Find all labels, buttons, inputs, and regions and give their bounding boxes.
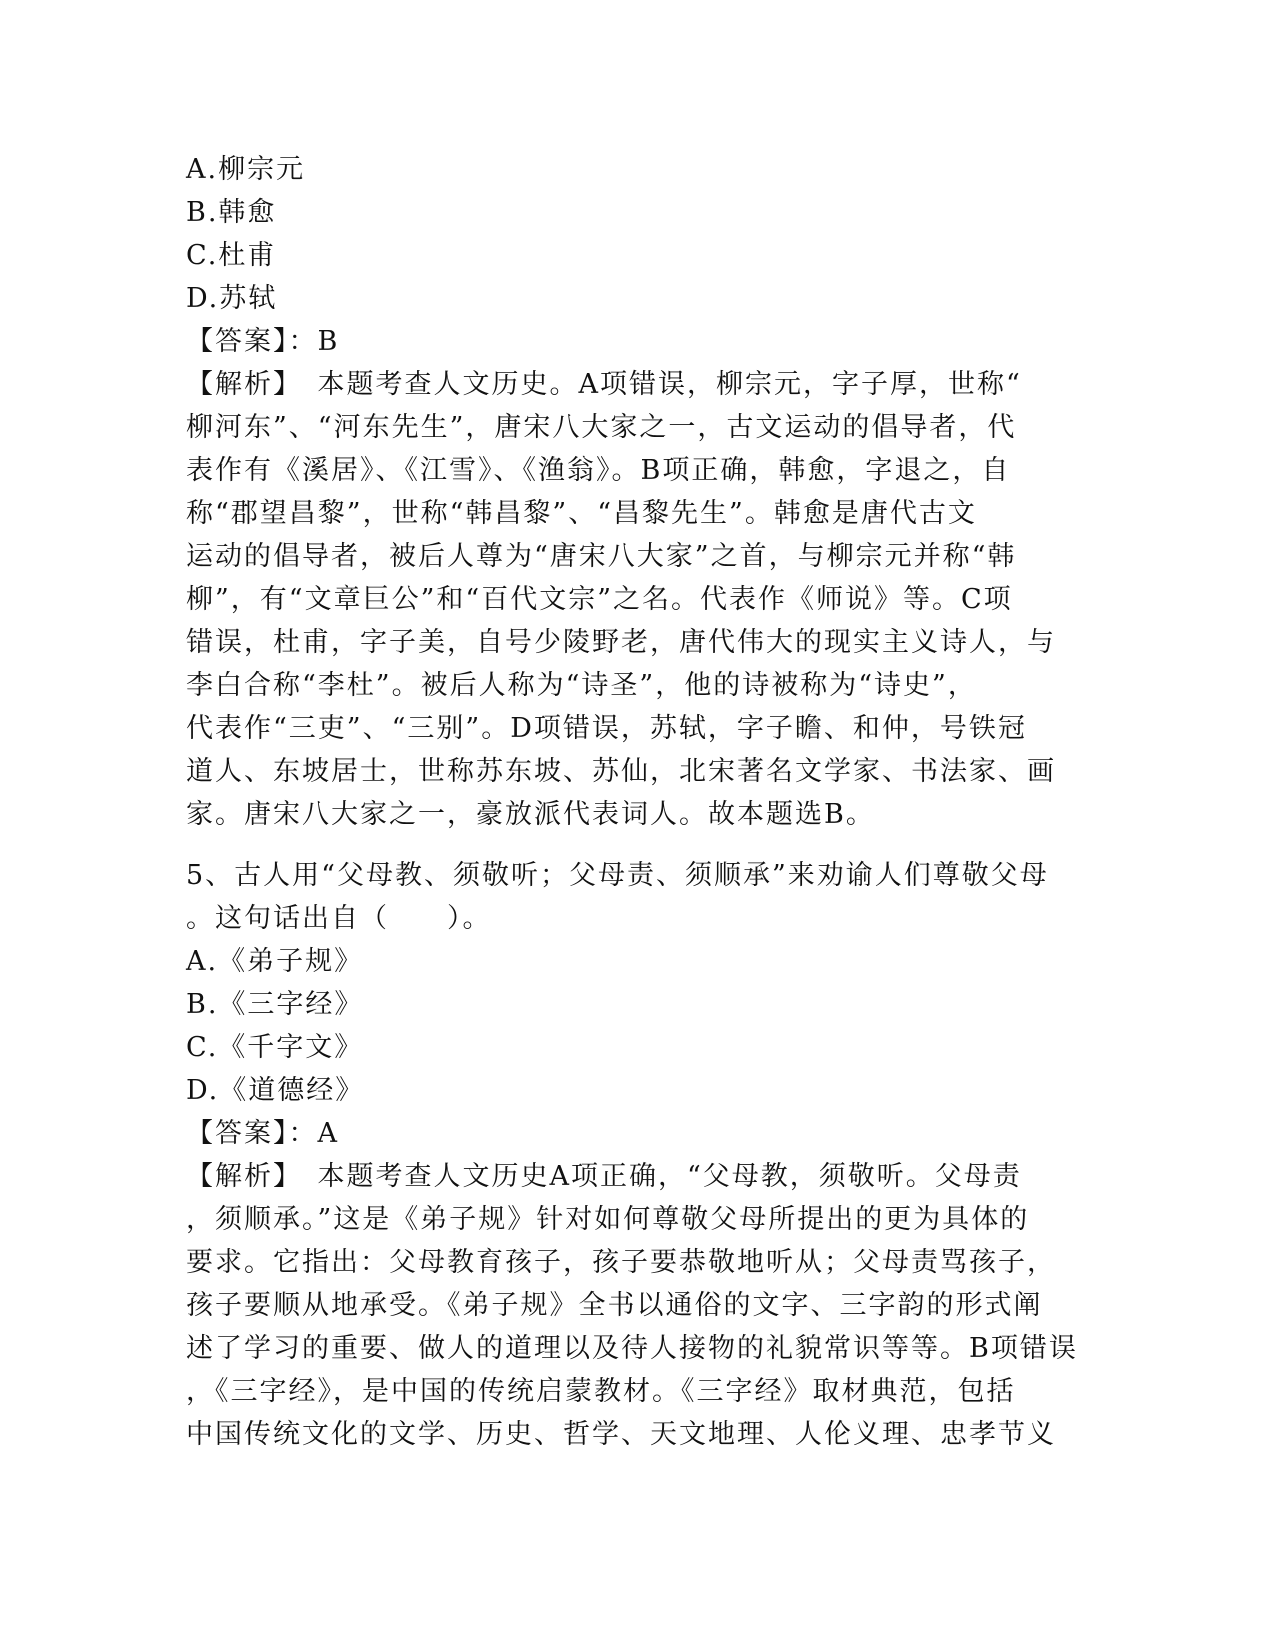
analysis-line: 孩子要顺从地承受。《弟子规》全书以通俗的文字、三字韵的形式阐: [186, 1290, 1043, 1321]
question-stem: 5、古人用“父母教、须敬听；父母责、须顺承”来劝谕人们尊敬父母: [186, 860, 1049, 891]
analysis-line: 柳河东”、“河东先生”，唐宋八大家之一，古文运动的倡导者，代: [186, 412, 1017, 443]
question-stem: 。这句话出自（ ）。: [186, 903, 492, 934]
analysis-line: 述了学习的重要、做人的道理以及待人接物的礼貌常识等等。B项错误: [186, 1333, 1078, 1364]
option-b: B.韩愈: [186, 197, 277, 228]
analysis-paragraph: [186, 363, 1086, 836]
question-4-block: [186, 148, 1086, 836]
analysis-line: 错误，杜甫，字子美，自号少陵野老，唐代伟大的现实主义诗人，与: [186, 627, 1056, 658]
document-page: [186, 148, 1086, 1456]
analysis-paragraph: [186, 1155, 1086, 1456]
question-5-block: [186, 854, 1086, 1456]
option-a: A.柳宗元: [186, 154, 306, 185]
analysis-line: 要求。它指出：父母教育孩子，孩子要恭敬地听从；父母责骂孩子，: [186, 1247, 1056, 1278]
analysis-line: 表作有《溪居》、《江雪》、《渔翁》。B项正确，韩愈，字退之，自: [186, 455, 1011, 486]
option-b: B.《三字经》: [186, 989, 364, 1020]
option-a: A.《弟子规》: [186, 946, 364, 977]
analysis-line: ，须顺承。”这是《弟子规》针对如何尊敬父母所提出的更为具体的: [186, 1204, 1030, 1235]
option-c: C.杜甫: [186, 240, 277, 271]
analysis-line: 中国传统文化的文学、历史、哲学、天文地理、人伦义理、忠孝节义: [186, 1419, 1056, 1450]
section-gap: [186, 836, 1086, 854]
analysis-line: 道人、东坡居士，世称苏东坡、苏仙，北宋著名文学家、书法家、画: [186, 756, 1056, 787]
answer-line: 【答案】：B: [186, 326, 340, 357]
analysis-line: 【解析】 本题考查人文历史。A项错误，柳宗元，字子厚，世称“: [186, 369, 1022, 400]
analysis-line: 柳”，有“文章巨公”和“百代文宗”之名。代表作《师说》等。C项: [186, 584, 1013, 615]
analysis-line: 代表作“三吏”、“三别”。D项错误，苏轼，字子瞻、和仲，号铁冠: [186, 713, 1027, 744]
analysis-line: 称“郡望昌黎”，世称“韩昌黎”、“昌黎先生”。韩愈是唐代古文: [186, 498, 977, 529]
analysis-line: 【解析】 本题考查人文历史A项正确，“父母教，须敬听。父母责: [186, 1161, 1022, 1192]
option-c: C.《千字文》: [186, 1032, 364, 1063]
option-d: D.苏轼: [186, 283, 278, 314]
analysis-line: ，《三字经》，是中国的传统启蒙教材。《三字经》取材典范，包括: [186, 1376, 1016, 1407]
analysis-line: 李白合称“李杜”。被后人称为“诗圣”，他的诗被称为“诗史”，: [186, 670, 977, 701]
analysis-line: 家。唐宋八大家之一，豪放派代表词人。故本题选B。: [186, 799, 875, 830]
answer-line: 【答案】：A: [186, 1118, 339, 1149]
option-d: D.《道德经》: [186, 1075, 365, 1106]
analysis-line: 运动的倡导者，被后人尊为“唐宋八大家”之首，与柳宗元并称“韩: [186, 541, 1017, 572]
